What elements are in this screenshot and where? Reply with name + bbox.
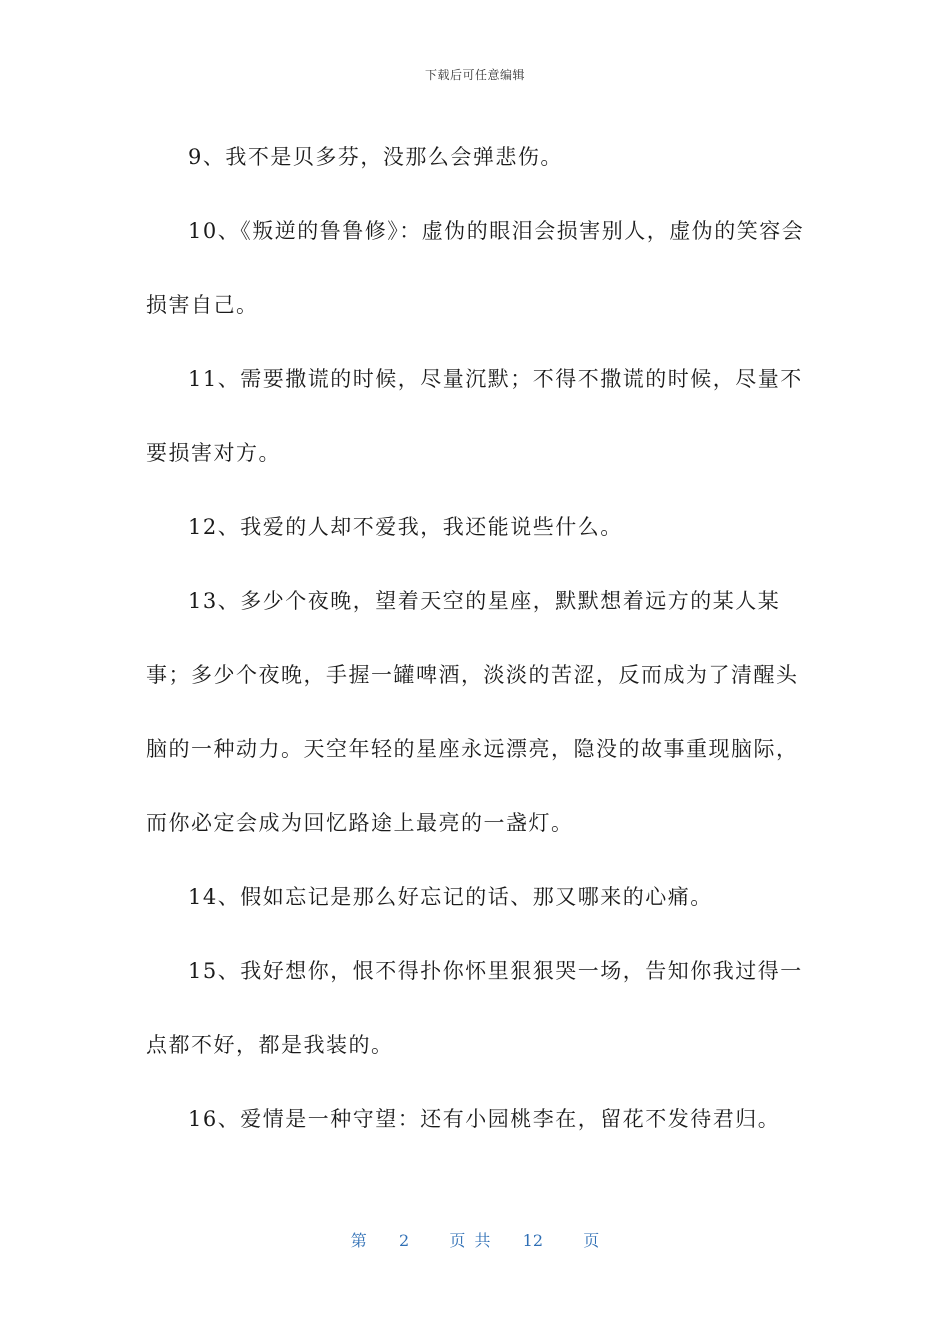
footer-total-pages: 12 [522,1231,543,1250]
header-note: 下载后可任意编辑 [424,68,525,82]
paragraph-11: 11、需要撒谎的时候，尽量沉默；不得不撒谎的时候，尽量不要损害对方。 [146,367,803,465]
paragraph-10: 10、《叛逆的鲁鲁修》：虚伪的眼泪会损害别人，虚伪的笑容会损害自己。 [146,219,805,317]
footer-current-page: 2 [398,1231,410,1250]
footer-suffix: 页 [583,1231,600,1250]
paragraph-14: 14、假如忘记是那么好忘记的话、那又哪来的心痛。 [188,885,713,909]
document-body [146,120,806,1156]
paragraph-9: 9、我不是贝多芬，没那么会弹悲伤。 [188,145,563,169]
paragraph-16: 16、爱情是一种守望：还有小园桃李在，留花不发待君归。 [188,1107,781,1131]
page-footer [0,1228,950,1251]
footer-prefix: 第 [350,1231,367,1250]
footer-middle: 页 共 [449,1231,491,1250]
paragraph-12: 12、我爱的人却不爱我，我还能说些什么。 [188,515,623,539]
paragraph-15: 15、我好想你，恨不得扑你怀里狠狠哭一场，告知你我过得一点都不好，都是我装的。 [146,959,803,1057]
paragraph-13: 13、多少个夜晚，望着天空的星座，默默想着远方的某人某事；多少个夜晚，手握一罐啤酒，淡淡的苦涩，反而成为了清醒头脑的一种动力。天空年轻的星座永远漂亮，隐没的故事重现脑际，而你必定会成为回忆路途上最亮的一盏灯。 [146,589,799,835]
